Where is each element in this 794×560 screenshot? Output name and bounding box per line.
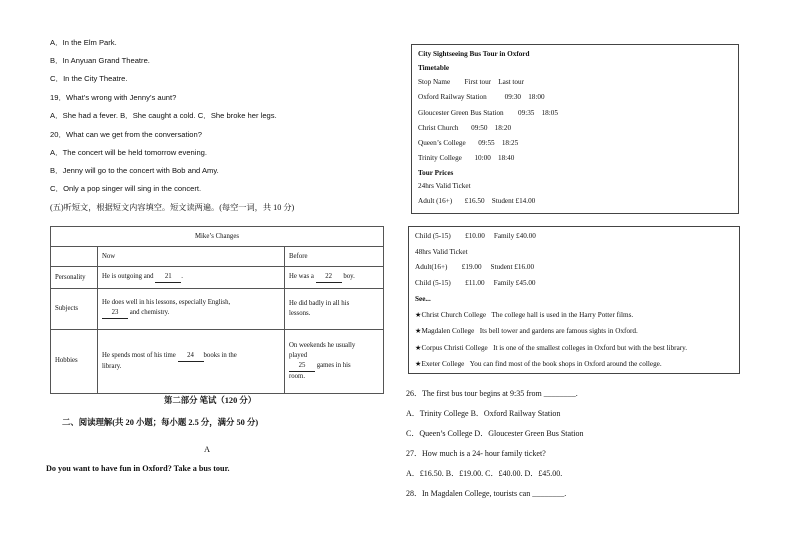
q20-option-c: C．Only a pop singer will sing in the concert. — [50, 184, 202, 193]
header-now: Now — [98, 247, 285, 267]
sight-name: ★Exeter College — [415, 360, 465, 368]
sight-name: ★Christ Church College — [415, 311, 487, 319]
q18-option-c: C．In the City Theatre. — [50, 74, 128, 83]
sight-name: ★Magdalen College — [415, 327, 475, 335]
subjects-now — [98, 289, 285, 329]
q27-options: A．£16.50. B．£19.00. C．£40.00. D．£45.00. — [406, 469, 563, 478]
text: room. — [289, 372, 306, 380]
personality-before — [285, 267, 384, 289]
question-27: 27．How much is a 24- hour family ticket? — [406, 449, 546, 458]
text: books in the — [203, 351, 237, 359]
text: He spends most of his time — [102, 351, 176, 359]
question-28: 28．In Magdalen College, tourists can ________. — [406, 489, 567, 498]
child-48hrs-price: Child (5-15) £11.00 Family £45.00 — [415, 279, 536, 287]
see-label: See... — [415, 295, 431, 303]
adult-24hrs-price: Adult (16+) £16.50 Student £14.00 — [418, 197, 536, 205]
text: played — [289, 351, 308, 359]
text: . — [181, 273, 183, 281]
sight-item — [415, 343, 687, 353]
timetable-row: Queen’s College 09:55 18:25 — [418, 139, 519, 147]
sight-item — [415, 359, 662, 369]
blank-25[interactable]: 25 — [289, 361, 315, 372]
passage-letter: A — [204, 445, 211, 454]
subjects-before — [285, 289, 384, 329]
timetable-row: Oxford Railway Station 09:30 18:00 — [418, 93, 545, 101]
sight-desc: Its bell tower and gardens are famous sights in Oxford. — [479, 327, 638, 335]
header-before: Before — [285, 247, 384, 267]
q26-options-cd: C．Queen’s College D．Gloucester Green Bus Station — [406, 429, 584, 438]
timetable-row: Gloucester Green Bus Station 09:35 18:05 — [418, 109, 558, 117]
timetable-header: Stop Name First tour Last tour — [418, 78, 525, 86]
text: and chemistry. — [129, 309, 170, 317]
prices-sights-box — [408, 226, 740, 374]
passage-intro: Do you want to have fun in Oxford? Take a bus tour. — [46, 464, 230, 473]
text: On weekends he usually — [289, 341, 356, 349]
timetable-row: Christ Church 09:50 18:20 — [418, 124, 512, 132]
table-row — [51, 329, 384, 393]
text: games in his — [316, 361, 351, 369]
tour-prices-label: Tour Prices — [418, 169, 454, 177]
table-row — [51, 289, 384, 329]
timetable-box — [411, 44, 739, 214]
q20-option-a: A．The concert will be held tomorrow evening. — [50, 148, 208, 157]
timetable-label: Timetable — [418, 64, 450, 72]
sight-desc: You can find most of the book shops in Oxford around the college. — [469, 360, 662, 368]
tour-title: City Sightseeing Bus Tour in Oxford — [418, 50, 530, 58]
mikes-changes-table — [50, 226, 384, 394]
question-20: 20．What can we get from the conversation? — [50, 130, 202, 139]
q20-option-b: B．Jenny will go to the concert with Bob and Amy. — [50, 166, 219, 175]
q18-option-b: B．In Anyuan Grand Theatre. — [50, 56, 150, 65]
hobbies-before — [285, 329, 384, 393]
valid-48hrs: 48hrs Valid Ticket — [415, 248, 468, 256]
section-5-instruction: (五)听短文，根据短文内容填空。短文读两遍。(每空一词，共 10 分) — [50, 203, 295, 212]
text: lessons. — [289, 309, 311, 317]
row-label-hobbies: Hobbies — [51, 329, 98, 393]
sight-desc: It is one of the smallest colleges in Oxford but with the best library. — [493, 344, 688, 352]
question-19: 19．What’s wrong with Jenny’s aunt? — [50, 93, 177, 102]
timetable-row: Trinity College 10:00 18:40 — [418, 154, 515, 162]
hobbies-now — [98, 329, 285, 393]
personality-now — [98, 267, 285, 289]
section-2-title: 二、阅读理解(共 20 小题；每小题 2.5 分，满分 50 分) — [62, 418, 259, 427]
text: He does well in his lessons, especially English, — [102, 299, 231, 307]
row-label-subjects: Subjects — [51, 289, 98, 329]
text: boy. — [343, 273, 355, 281]
table-title: Mike’s Changes — [51, 227, 384, 247]
table-corner-cell — [51, 247, 98, 267]
q18-option-a: A．In the Elm Park. — [50, 38, 117, 47]
blank-21[interactable]: 21 — [155, 272, 181, 283]
valid-24hrs: 24hrs Valid Ticket — [418, 182, 471, 190]
blank-23[interactable]: 23 — [102, 308, 128, 319]
text: He was a — [289, 273, 314, 281]
q19-options: A．She had a fever. B．She caught a cold. C．She broke her legs. — [50, 111, 277, 120]
sight-desc: The college hall is used in the Harry Potter films. — [491, 311, 634, 319]
part-2-title: 第二部分 笔试（120 分） — [164, 396, 257, 405]
child-24hrs-price: Child (5-15) £10.00 Family £40.00 — [415, 232, 536, 240]
table-row — [51, 267, 384, 289]
blank-24[interactable]: 24 — [178, 351, 204, 362]
blank-22[interactable]: 22 — [316, 272, 342, 283]
text: He did badly in all his — [289, 299, 350, 307]
q26-options-ab: A．Trinity College B．Oxford Railway Station — [406, 409, 561, 418]
question-26: 26．The first bus tour begins at 9:35 from ________. — [406, 389, 578, 398]
sight-name: ★Corpus Christi College — [415, 344, 488, 352]
text: library. — [102, 362, 122, 370]
sight-item — [415, 326, 638, 336]
adult-48hrs-price: Adult(16+) £19.00 Student £16.00 — [415, 263, 535, 271]
sight-item — [415, 310, 633, 320]
text: He is outgoing and — [102, 273, 154, 281]
row-label-personality: Personality — [51, 267, 98, 289]
